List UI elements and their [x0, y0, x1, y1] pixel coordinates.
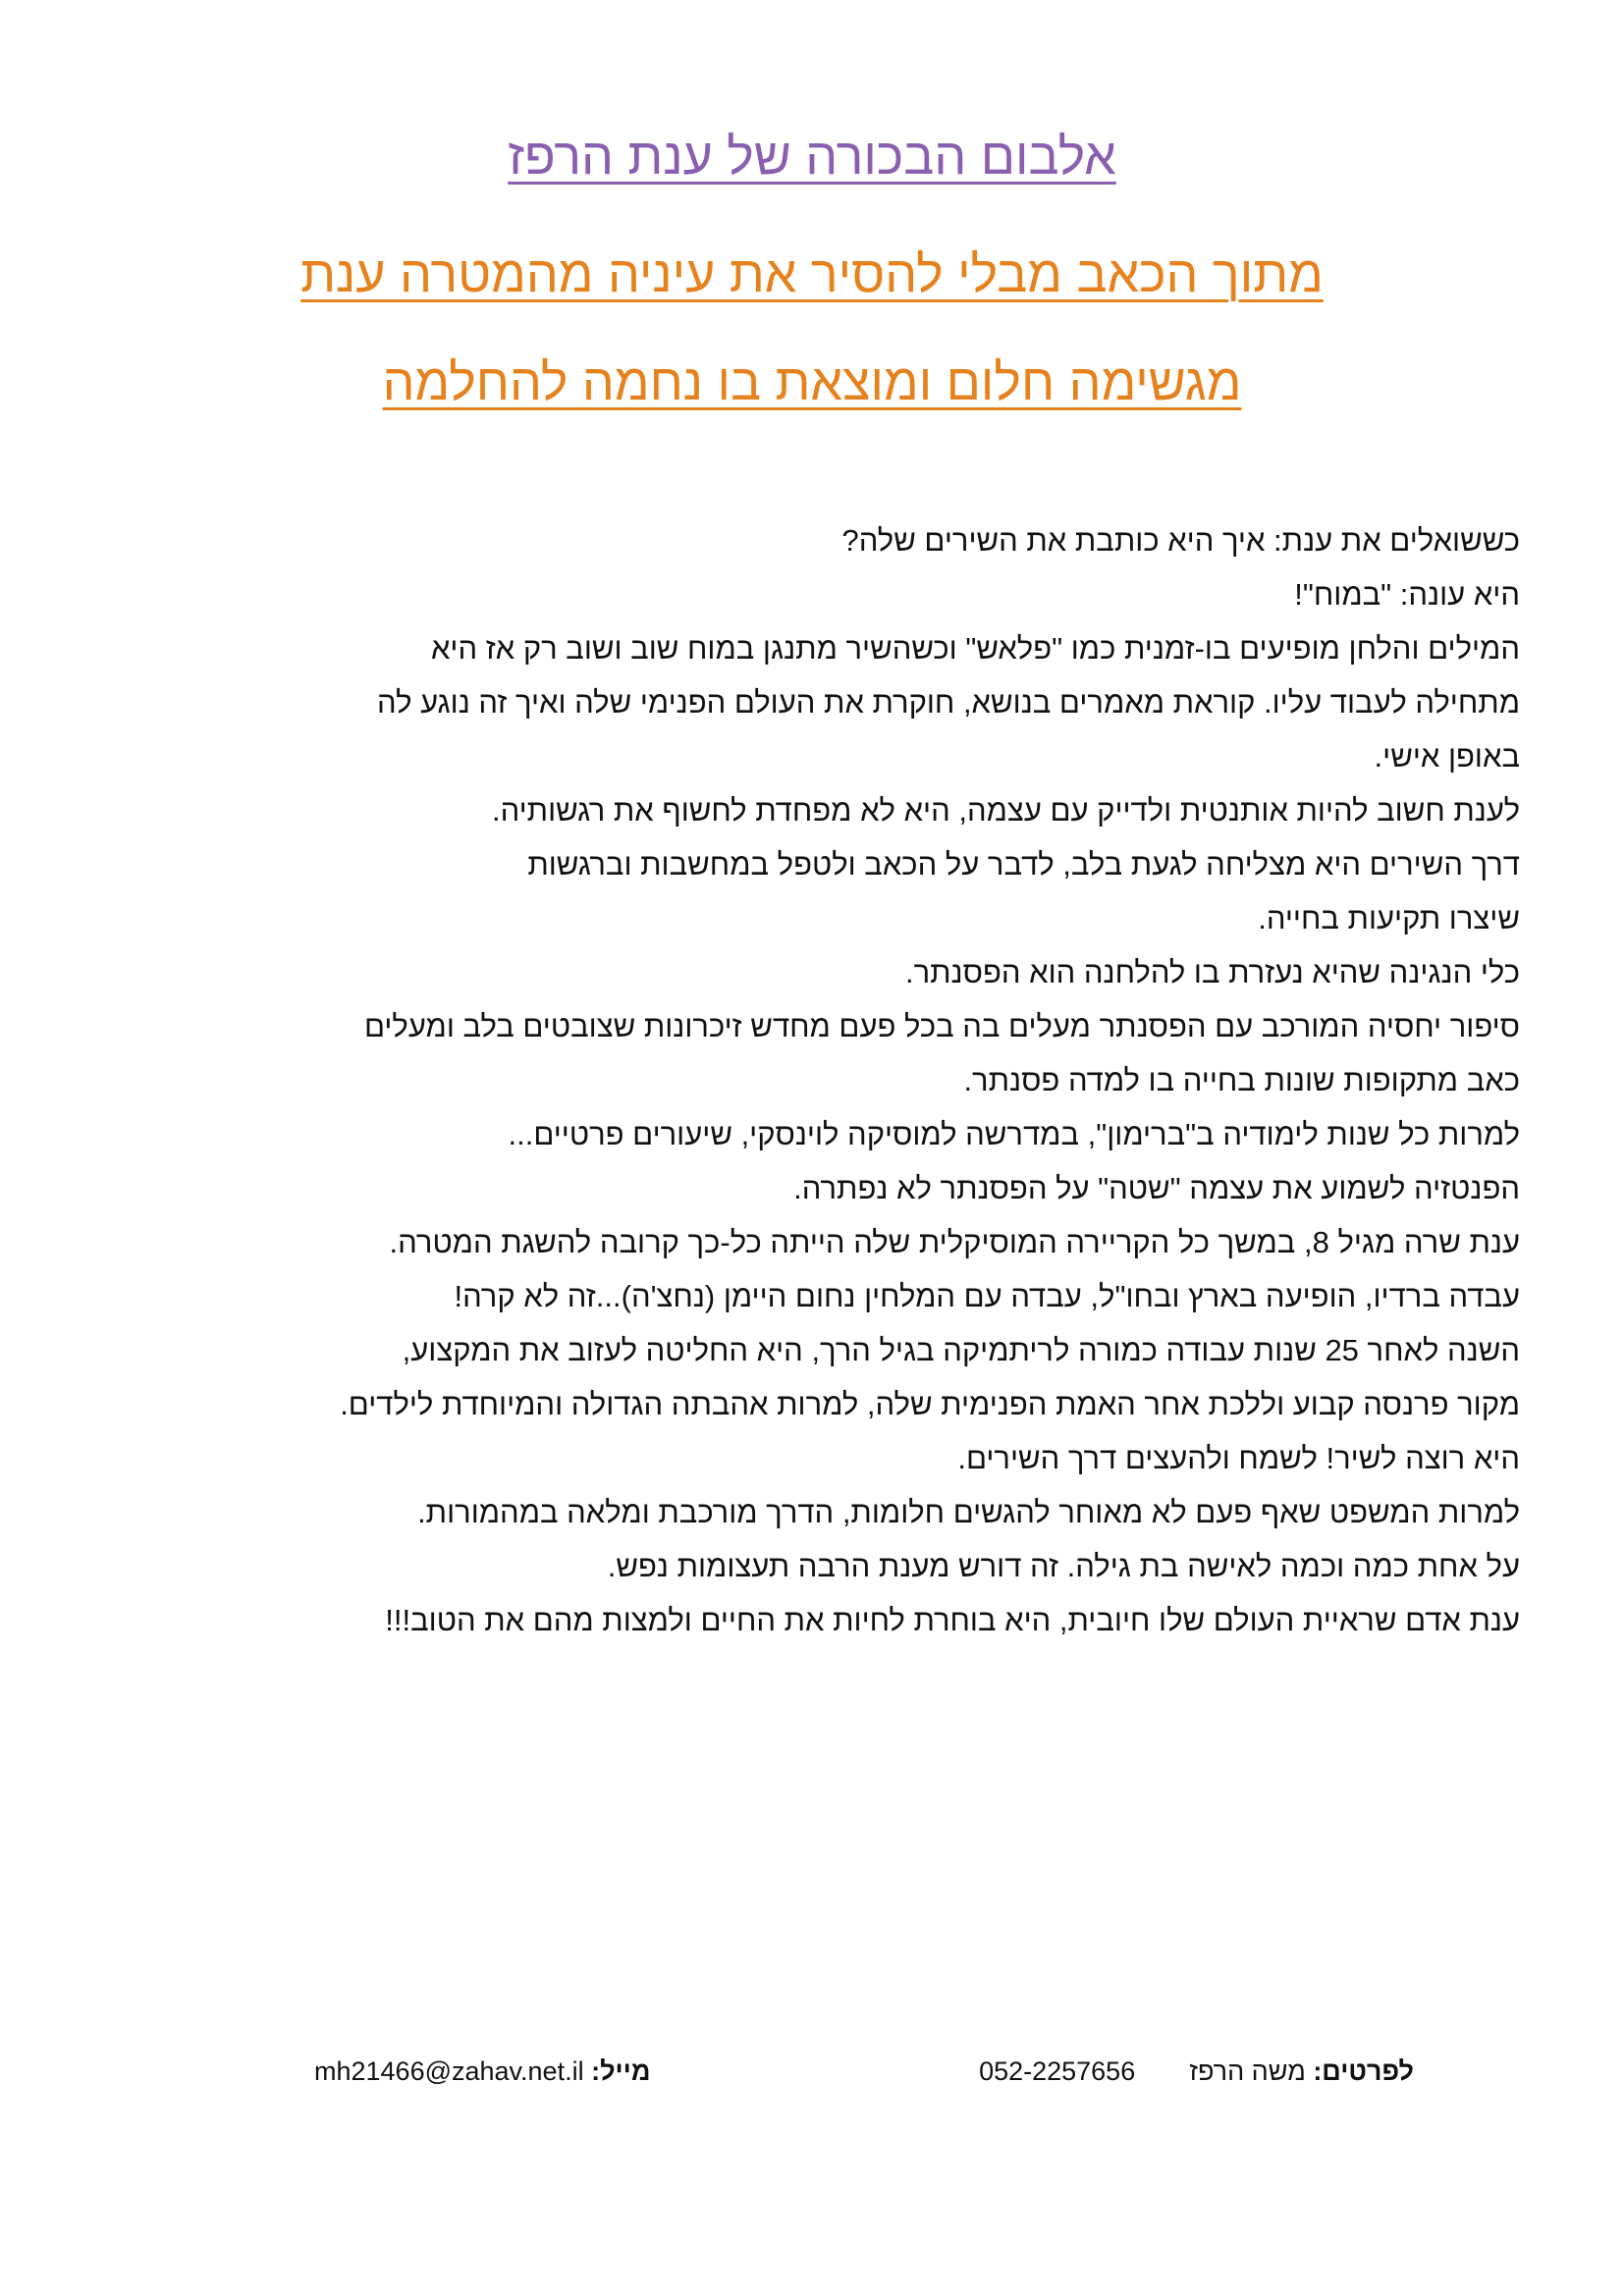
body-line: דרך השירים היא מצליחה לגעת בלב, לדבר על הכאב ולטפל במחשבות וברגשות	[527, 847, 1520, 881]
body-line: כששואלים את ענת: איך היא כותבת את השירים שלה?	[841, 523, 1520, 558]
contact-email: mh21466@zahav.net.il	[314, 2056, 584, 2086]
body-line: היא עונה: "במוח"!	[1294, 577, 1520, 612]
contact-footer	[314, 2047, 1414, 2096]
contact-email-block	[314, 2047, 650, 2096]
body-line: למרות כל שנות לימודיה ב"ברימון", במדרשה למוסיקה לוינסקי, שיעורים פרטיים...	[508, 1117, 1520, 1151]
contact-details	[979, 2047, 1414, 2096]
body-line: המילים והלחן מופיעים בו-זמנית כמו "פלאש" וכשהשיר מתנגן במוח שוב ושוב רק אז היא	[430, 631, 1520, 666]
contact-phone: 052-2257656	[979, 2056, 1136, 2086]
title-line-3: מגשימה חלום ומוצאת בו נחמה להחלמה	[382, 354, 1242, 411]
body-line: שיצרו תקיעות בחייה.	[1258, 901, 1520, 935]
body-text	[98, 513, 1526, 1647]
body-line: ענת שרה מגיל 8, במשך כל הקריירה המוסיקלית שלה הייתה כל-כך קרובה להשגת המטרה.	[389, 1225, 1520, 1259]
body-line: היא רוצה לשיר! לשמח ולהעצים דרך השירים.	[957, 1441, 1520, 1475]
body-line: באופן אישי.	[1374, 739, 1520, 774]
body-line: על אחת כמה וכמה לאישה בת גילה. זה דורש מענת הרבה תעצומות נפש.	[607, 1549, 1520, 1583]
details-label: לפרטים:	[1313, 2056, 1414, 2086]
body-line: כאב מתקופות שונות בחייה בו למדה פסנתר.	[963, 1063, 1520, 1097]
body-line: עבדה ברדיו, הופיעה בארץ ובחו"ל, עבדה עם המלחין נחום היימן (נחצ'ה)...זה לא קרה!	[454, 1279, 1520, 1313]
body-line: כלי הנגינה שהיא נעזרת בו להלחנה הוא הפסנתר.	[904, 955, 1520, 989]
body-line: מקור פרנסה קבוע וללכת אחר האמת הפנימית שלה, למרות אהבתה הגדולה והמיוחדת לילדים.	[340, 1387, 1520, 1421]
body-line: מתחילה לעבוד עליו. קוראת מאמרים בנושא, חוקרת את העולם הפנימי שלה ואיך זה נוגע לה	[377, 685, 1520, 720]
body-line: למרות המשפט שאף פעם לא מאוחר להגשים חלומות, הדרך מורכבת ומלאה במהמורות.	[417, 1495, 1520, 1529]
title-line-2: מתוך הכאב מבלי להסיר את עיניה מהמטרה ענת	[300, 246, 1324, 303]
title-line-1: אלבום הבכורה של ענת הרפז	[508, 129, 1116, 186]
body-line: השנה לאחר 25 שנות עבודה כמורה לריתמיקה בגיל הרך, היא החליטה לעזוב את המקצוע,	[402, 1333, 1520, 1367]
email-label: מייל:	[591, 2056, 651, 2086]
contact-name: משה הרפז	[1189, 2056, 1306, 2086]
body-line: הפנטזיה לשמוע את עצמה "שטה" על הפסנתר לא נפתרה.	[793, 1171, 1520, 1205]
body-line: סיפור יחסיה המורכב עם הפסנתר מעלים בה בכל פעם מחדש זיכרונות שצובטים בלב ומעלים	[363, 1009, 1520, 1043]
body-line: ענת אדם שראיית העולם שלו חיובית, היא בוחרת לחיות את החיים ולמצות מהם את הטוב!!!	[385, 1603, 1520, 1637]
body-line: לענת חשוב להיות אותנטית ולדייק עם עצמה, היא לא מפחדת לחשוף את רגשותיה.	[491, 793, 1520, 828]
